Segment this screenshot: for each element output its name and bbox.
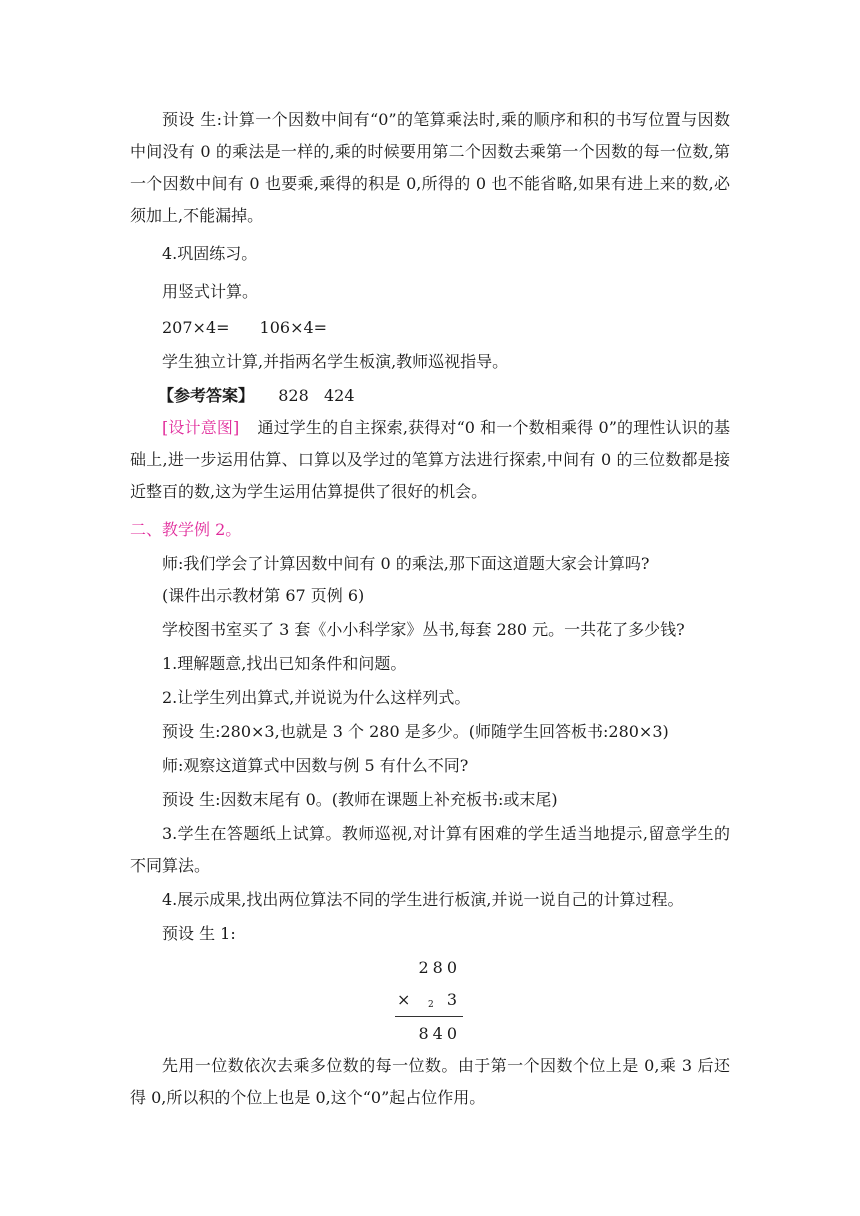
paragraph-preset-answer-3: 预设 生:因数末尾有 0。(教师在课题上补充板书:或末尾) bbox=[162, 790, 558, 809]
reference-answer bbox=[158, 380, 758, 412]
calc-product: 840 bbox=[418, 1024, 461, 1043]
calc-result-line bbox=[395, 1016, 463, 1017]
expression-2: 106×4= bbox=[259, 318, 328, 337]
paragraph-practice-heading: 4.巩固练习。 bbox=[162, 244, 258, 263]
paragraph-design-intent bbox=[130, 412, 730, 508]
calc-multiplier: 3 bbox=[446, 990, 461, 1009]
vertical-multiplication bbox=[395, 954, 465, 1054]
paragraph-preset-student-1: 预设 生 1: bbox=[162, 924, 236, 943]
paragraph-step-2: 2.让学生列出算式,并说说为什么这样列式。 bbox=[162, 688, 471, 707]
section-heading-example-2: 二、教学例 2。 bbox=[130, 520, 242, 539]
design-intent-tag: [设计意图] bbox=[162, 418, 240, 437]
paragraph-preset-answer-1: 预设 生:计算一个因数中间有“0”的笔算乘法时,乘的顺序和积的书写位置与因数中间没有 0 的乘法是一样的,乘的时候要用第二个因数去乘第一个因数的每一位数,第一个因数中间有 0 也要乘,乘得的积是 0,所得的 0 也不能省略,如果有进上来的数,必须加上,不能漏掉。 bbox=[130, 110, 730, 225]
paragraph-courseware-note: (课件出示教材第 67 页例 6) bbox=[162, 586, 365, 605]
paragraph-student-work: 学生独立计算,并指两名学生板演,教师巡视指导。 bbox=[162, 352, 509, 371]
paragraph-preset-answer-2: 预设 生:280×3,也就是 3 个 280 是多少。(师随学生回答板书:280×3) bbox=[162, 722, 669, 741]
reference-answer-label: 【参考答案】 bbox=[158, 386, 255, 405]
paragraph-vertical-calc-instruction: 用竖式计算。 bbox=[162, 282, 259, 301]
paragraph-teacher-question: 师:我们学会了计算因数中间有 0 的乘法,那下面这道题大家会计算吗? bbox=[162, 554, 650, 573]
calc-carry-digit: 2 bbox=[428, 1000, 434, 1010]
paragraph-explanation: 先用一位数依次去乘多位数的每一位数。由于第一个因数个位上是 0,乘 3 后还得 0,所以积的个位上也是 0,这个“0”起占位作用。 bbox=[130, 1056, 730, 1107]
paragraph-step-3: 3.学生在答题纸上试算。教师巡视,对计算有困难的学生适当地提示,留意学生的不同算法。 bbox=[130, 824, 730, 875]
practice-expressions bbox=[130, 312, 730, 344]
paragraph-step-1: 1.理解题意,找出已知条件和问题。 bbox=[162, 654, 407, 673]
calc-times-sign: × bbox=[397, 990, 411, 1009]
expression-1: 207×4= bbox=[162, 318, 230, 337]
paragraph-teacher-observe: 师:观察这道算式中因数与例 5 有什么不同? bbox=[162, 756, 469, 775]
paragraph-step-4: 4.展示成果,找出两位算法不同的学生进行板演,并说一说自己的计算过程。 bbox=[162, 890, 684, 909]
calc-multiplicand: 280 bbox=[418, 958, 461, 977]
reference-answer-values: 828 424 bbox=[278, 386, 355, 405]
design-intent-text: 通过学生的自主探索,获得对“0 和一个数相乘得 0”的理性认识的基础上,进一步运用估算、口算以及学过的笔算方法进行探索,中间有 0 的三位数都是接近整百的数,这为学生运用估算提供了很好的机会。 bbox=[130, 418, 730, 501]
paragraph-word-problem: 学校图书室买了 3 套《小小科学家》丛书,每套 280 元。一共花了多少钱? bbox=[162, 620, 685, 639]
